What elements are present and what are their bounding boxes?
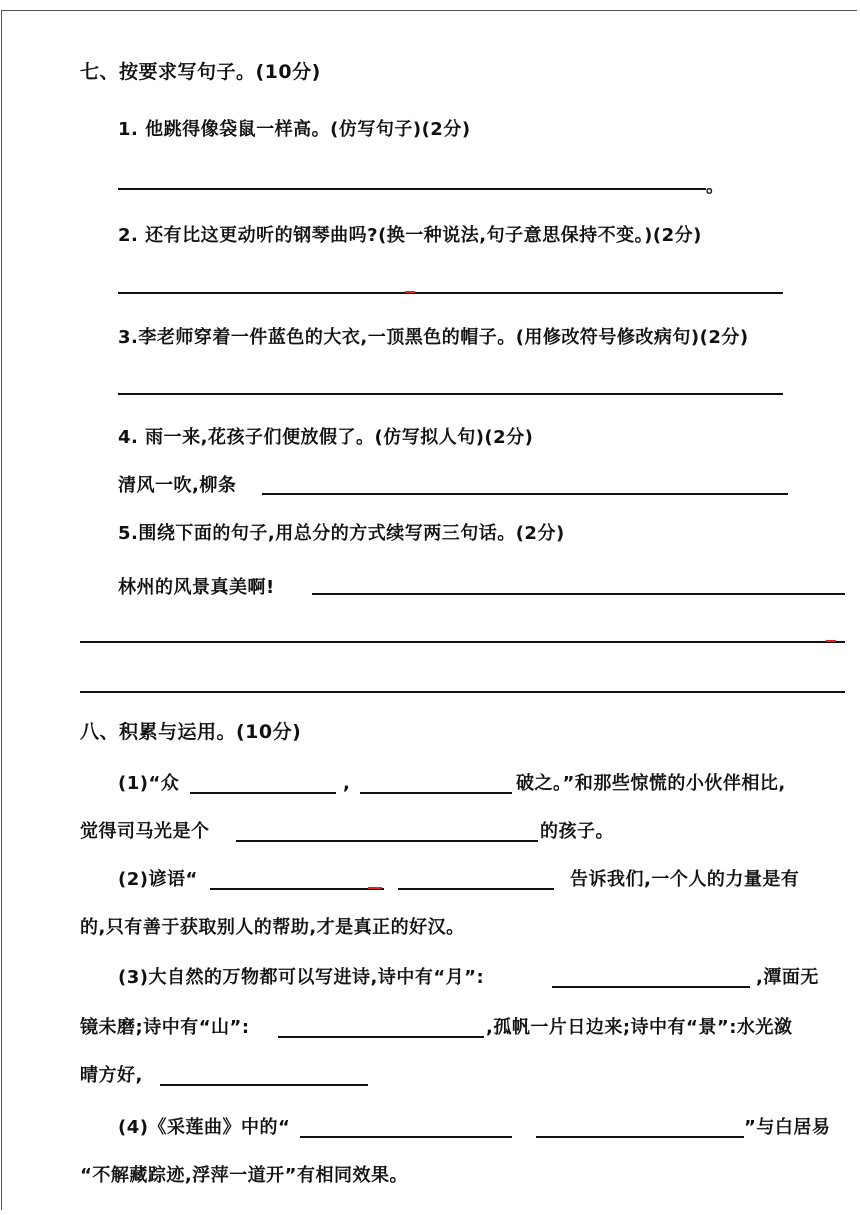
- item-3-line3-start: 晴方好,: [80, 1065, 143, 1086]
- item-4-start: (4)《采莲曲》中的“: [118, 1117, 291, 1138]
- blank-2a: [210, 888, 384, 890]
- question-3: 3.李老师穿着一件蓝色的大衣,一顶黑色的帽子。(用修改符号修改病句)(2分): [118, 327, 749, 348]
- item-3-line2-start: 镜未磨;诗中有“山”:: [80, 1017, 250, 1038]
- question-4: 4. 雨一来,花孩子们便放假了。(仿写拟人句)(2分): [118, 427, 534, 448]
- blank-1a: [190, 792, 336, 794]
- answer-line-5c: [80, 691, 845, 693]
- section-7-title: 七、按要求写句子。(10分): [80, 61, 321, 83]
- blank-4b: [536, 1136, 744, 1138]
- answer-line-5b: [80, 641, 845, 643]
- answer-line-1-period: 。: [706, 176, 724, 197]
- answer-line-1: [118, 188, 706, 190]
- item-1-start: (1)“众: [118, 773, 180, 794]
- question-4-prefix: 清风一吹,柳条: [118, 475, 237, 496]
- red-mark: [368, 887, 382, 889]
- blank-2b: [398, 888, 554, 890]
- blank-3a: [552, 986, 750, 988]
- blank-1c: [236, 840, 538, 842]
- question-2: 2. 还有比这更动听的钢琴曲吗?(换一种说法,句子意思保持不变。)(2分): [118, 225, 702, 246]
- blank-1b: [360, 792, 512, 794]
- answer-line-4: [262, 493, 788, 495]
- answer-line-3: [118, 393, 783, 395]
- item-1-line2-end: 的孩子。: [540, 821, 614, 842]
- blank-4a: [300, 1136, 512, 1138]
- item-2-start: (2)谚语“: [118, 869, 198, 890]
- question-1: 1. 他跳得像袋鼠一样高。(仿写句子)(2分): [118, 119, 471, 140]
- item-1-continue: 破之。”和那些惊慌的小伙伴相比,: [516, 773, 786, 794]
- answer-line-5a: [312, 593, 845, 595]
- blank-3c: [160, 1084, 368, 1086]
- question-5: 5.围绕下面的句子,用总分的方式续写两三句话。(2分): [118, 523, 565, 544]
- item-3-continue: ,潭面无: [756, 967, 819, 988]
- red-mark: [826, 640, 836, 642]
- item-2-continue: 告诉我们,一个人的力量是有: [570, 869, 800, 890]
- item-3-line2-end: ,孤帆一片日边来;诗中有“景”:水光潋: [486, 1017, 793, 1038]
- item-3-start: (3)大自然的万物都可以写进诗,诗中有“月”:: [118, 967, 485, 988]
- blank-3b: [278, 1036, 484, 1038]
- section-8-title: 八、积累与运用。(10分): [80, 721, 302, 743]
- item-1-line2-start: 觉得司马光是个: [80, 821, 210, 842]
- item-4-continue: ”与白居易: [744, 1117, 831, 1138]
- red-mark: [405, 291, 415, 293]
- item-1-comma: ,: [343, 773, 351, 794]
- answer-line-2: [118, 292, 783, 294]
- item-4-line2: “不解藏踪迹,浮萍一道开”有相同效果。: [80, 1165, 408, 1186]
- item-2-line2: 的,只有善于获取别人的帮助,才是真正的好汉。: [80, 917, 465, 938]
- question-5-prefix: 林州的风景真美啊!: [118, 577, 275, 598]
